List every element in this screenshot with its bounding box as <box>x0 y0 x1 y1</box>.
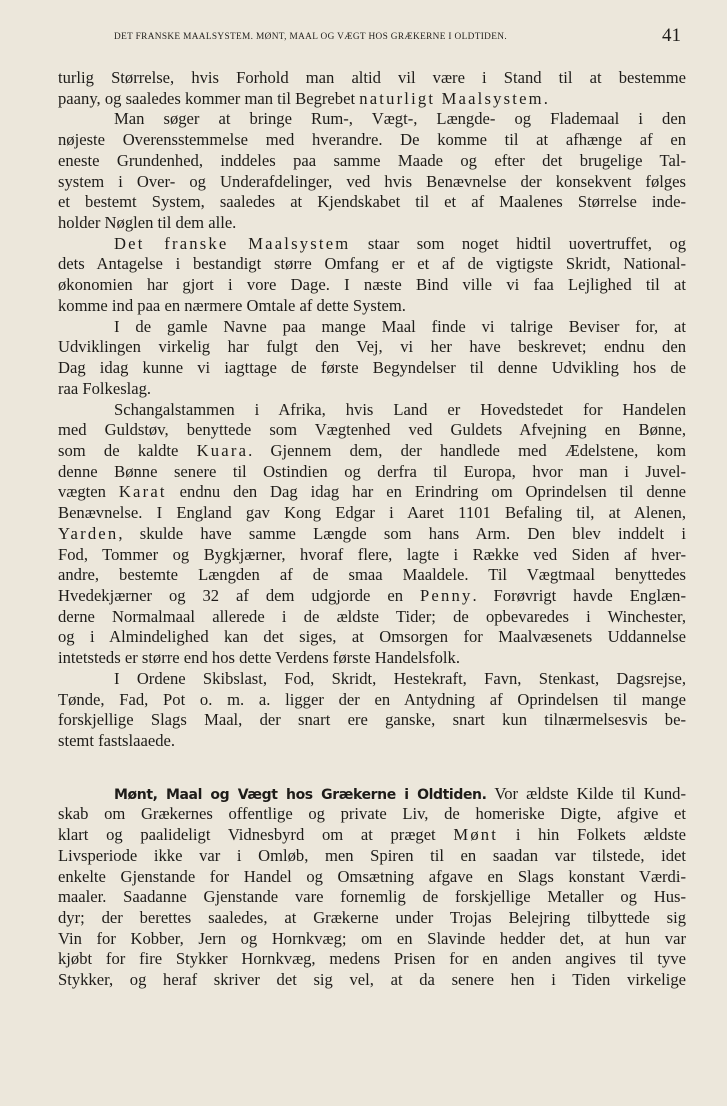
text-line: system i Over- og Underafdelinger, ved hvis Benævnelse der konsekvent følges <box>58 171 686 191</box>
text-line: stemt fastslaaede. <box>58 731 176 750</box>
emphasis-text: Penny <box>419 585 473 605</box>
text-line: dyr; der berettes saaledes, at Grækerne under Trojas Belejring tilbyttede sig <box>58 908 686 928</box>
text-line: Livsperiode ikke var i Omløb, men Spiren til en saadan var tilstede, idet <box>58 845 686 865</box>
text-line: Tønde, Fad, Pot o. m. a. ligger der en Antydning af Oprindelsen til mange <box>58 689 686 709</box>
text-span: klart og paalideligt Vidnesbyrd om at præget <box>58 825 454 845</box>
text-line: med Guldstøv, benyttede som Vægtenhed ved Guldets Afvejning en Bønne, <box>58 420 686 440</box>
text-line <box>58 234 686 255</box>
emphasis-text: Yarden <box>58 523 119 543</box>
text-line: I Ordene Skibslast, Fod, Skridt, Hestekraft, Favn, Stenkast, Dagsrejse, <box>114 668 686 688</box>
text-line: Man søger at bringe Rum-, Vægt-, Længde- og Flademaal i den <box>114 109 686 129</box>
text-span: staar som noget hidtil uovertruffet, og <box>350 233 686 253</box>
text-span: . <box>543 88 548 108</box>
emphasis-text: Mønt <box>453 825 499 845</box>
text-line: et bestemt System, saaledes at Kjendskabet til et af Maalenes Størrelse inde- <box>58 192 686 212</box>
text-line: dets Antagelse i bestandigt større Omfang er et af de vigtigste Skridt, National- <box>58 254 686 274</box>
text-line <box>58 586 686 607</box>
page-number: 41 <box>662 25 681 46</box>
text-line: turlig Størrelse, hvis Forhold man altid vil være i Stand til at bestemme <box>58 68 686 87</box>
text-span: i hin Folkets ældste <box>498 825 686 845</box>
section-spacer <box>58 752 686 784</box>
text-line: Fod, Tommer og Bygkjærner, hvoraf flere, lagte i Række ved Siden af hver- <box>58 544 686 564</box>
text-line: nøjeste Overensstemmelse med hverandre. De komme til at afhænge af en <box>58 130 686 150</box>
text-span: som de kaldte <box>58 440 197 460</box>
text-line: enkelte Gjenstande for Handel og Omsætning afgave en Slags konstant Værdi- <box>58 866 686 886</box>
section-heading: Mønt, Maal og Vægt hos Grækerne i Oldtiden. <box>114 786 487 803</box>
emphasis-text: Karat <box>118 482 167 502</box>
text-line: Stykker, og heraf skriver det sig vel, at da senere hen i Tiden virkelige <box>58 970 686 990</box>
text-span: . Gjennem dem, der handlede med Ædelstene, kom <box>248 440 686 460</box>
text-line: intetsteds er større end hos dette Verdens første Handelsfolk. <box>58 648 460 668</box>
text-line <box>58 524 686 545</box>
text-line: kjøbt for fire Stykker Hornkvæg, medens Prisen for en anden angives til tyve <box>58 949 686 969</box>
text-line: skab om Grækernes offentlige og private Liv, de homeriske Digte, afgive et <box>58 804 686 824</box>
running-head <box>58 25 686 48</box>
text-span: , skulde have samme Længde som hans Arm. Den blev inddelt i <box>118 523 686 543</box>
text-line: andre, bestemte Længden af de smaa Maaldele. Til Vægtmaal benyttedes <box>58 565 686 585</box>
text-line <box>58 89 686 110</box>
text-line: økonomien har gjort i vore Dage. I næste Bind ville vi faa Lejlighed til at <box>58 275 686 295</box>
text-line: I de gamle Navne paa mange Maal finde vi talrige Beviser for, at <box>114 316 686 336</box>
emphasis-text: naturligt Maalsystem <box>359 88 544 108</box>
emphasis-text: Det franske Maalsystem <box>114 233 351 253</box>
text-span: . Forøvrigt havde Englæn- <box>472 585 686 605</box>
text-line: raa Folkeslag. <box>58 378 152 398</box>
text-line: holder Nøglen til dem alle. <box>58 213 237 233</box>
text-span: Vor ældste Kilde til Kund- <box>486 783 686 803</box>
text-line: forskjellige Slags Maal, der snart ere ganske, snart kun tilnærmelsesvis be- <box>58 710 686 730</box>
text-line: Vin for Kobber, Jern og Hornkvæg; om en Slavinde hedder det, at hun var <box>58 928 686 948</box>
text-line: eneste Grundenhed, inddeles paa samme Maade og efter det brugelige Tal- <box>58 150 686 170</box>
text-line <box>58 825 686 846</box>
emphasis-text: Kuara <box>196 440 249 460</box>
text-line <box>58 784 686 805</box>
text-line: Schangalstammen i Afrika, hvis Land er Hovedstedet for Handelen <box>114 399 686 419</box>
text-span: vægten <box>58 482 119 502</box>
running-title: DET FRANSKE MAALSYSTEM. MØNT, MAAL OG VÆGT HOS GRÆKERNE I OLDTIDEN. <box>114 32 508 42</box>
text-line: Dag idag kunne vi iagttage de første Begyndelser til denne Udvikling hos de <box>58 358 686 378</box>
text-span: Hvedekjærner og 32 af dem udgjorde en <box>58 585 420 605</box>
body-text <box>58 68 686 991</box>
text-line: Udviklingen virkelig har fulgt den Vej, vi her have beskrevet; endnu den <box>58 337 686 357</box>
text-line: denne Bønne senere til Ostindien og derfra til Europa, hvor man i Juvel- <box>58 461 686 481</box>
text-line: derne Normalmaal allerede i de ældste Tider; de opbevaredes i Winchester, <box>58 606 686 626</box>
text-line: og i Almindelighed kan det siges, at Omsorgen for Maalvæsenets Uddannelse <box>58 627 686 647</box>
text-line: komme ind paa en nærmere Omtale af dette System. <box>58 295 406 315</box>
text-line: maaler. Saadanne Gjenstande vare fornemlig de forskjellige Metaller og Hus- <box>58 887 686 907</box>
text-span: endnu den Dag idag har en Erindring om Oprindelsen til denne <box>166 482 686 502</box>
text-line <box>58 482 686 503</box>
text-span: paany, og saaledes kommer man til Begrebet <box>58 88 360 108</box>
text-line <box>58 441 686 462</box>
text-line: Benævnelse. I England gav Kong Edgar i Aaret 1101 Befaling til, at Alenen, <box>58 503 686 523</box>
